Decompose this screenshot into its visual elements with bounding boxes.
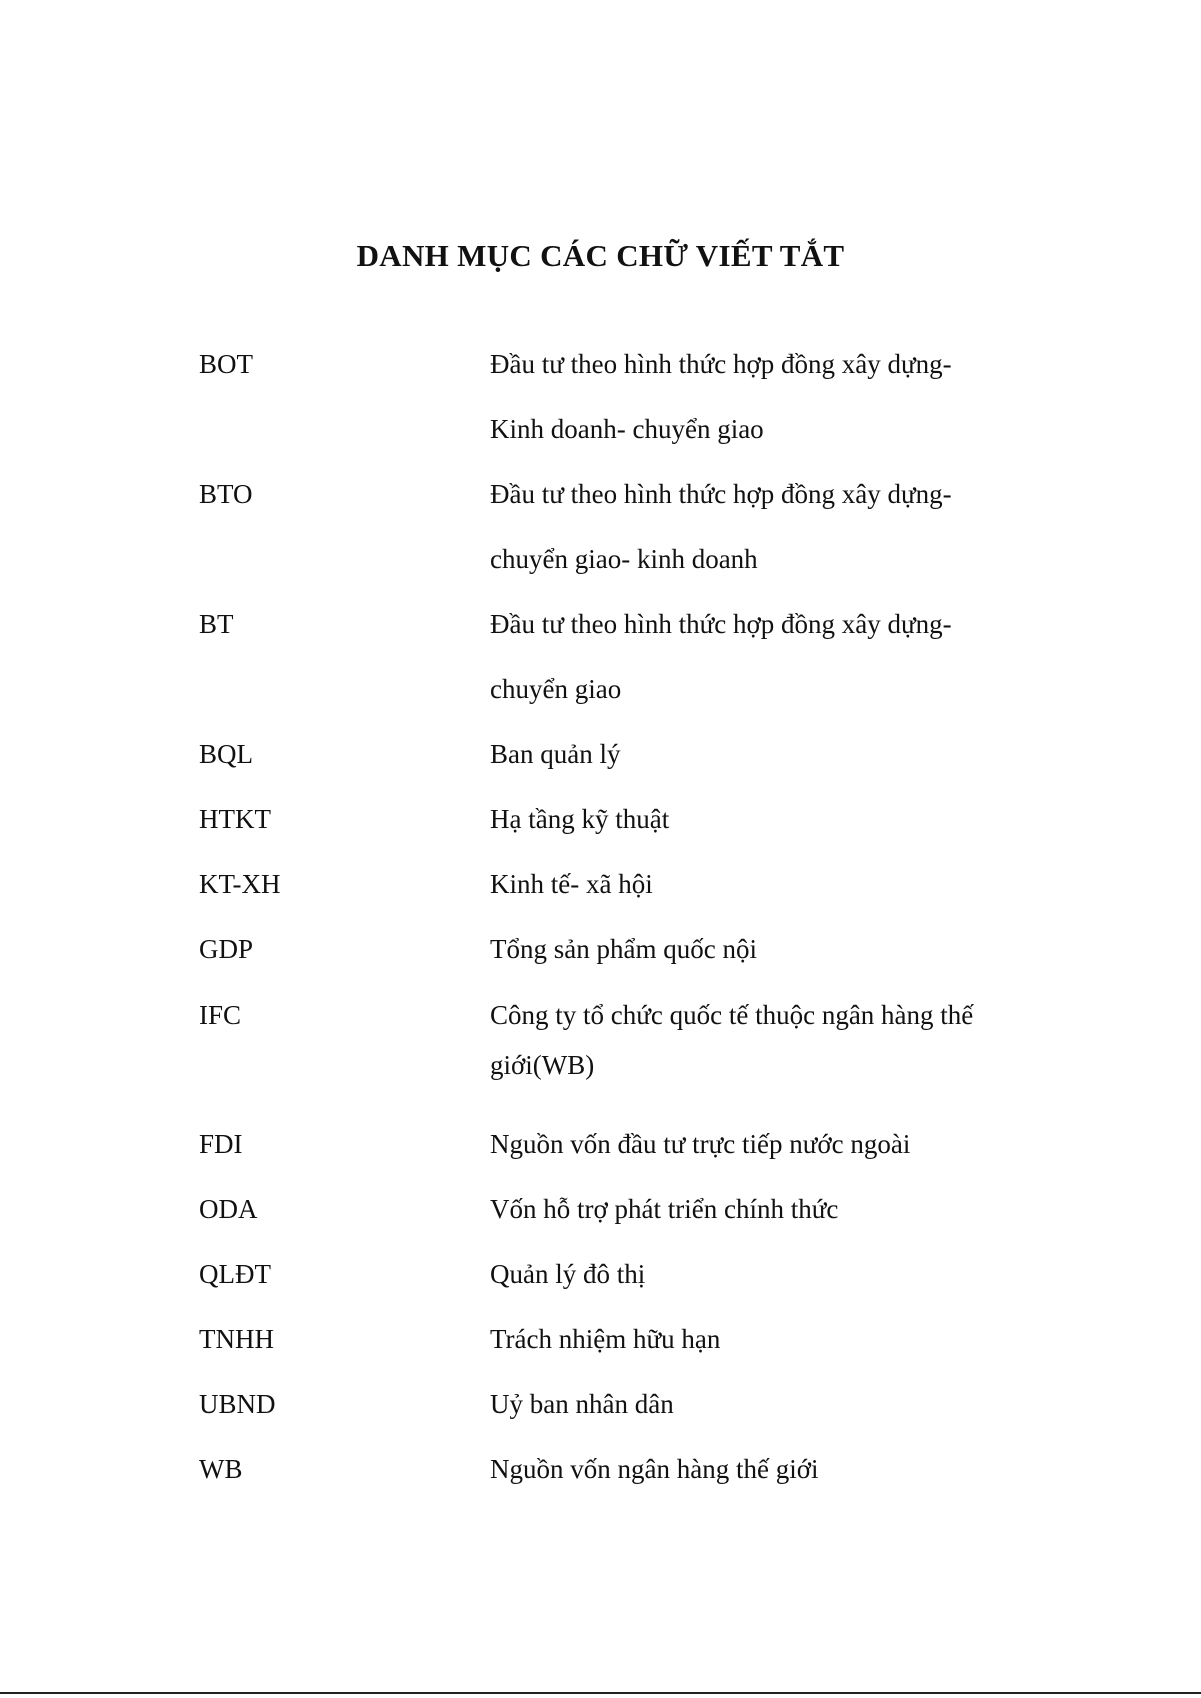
abbreviation-term: QLĐT (199, 1259, 271, 1289)
abbreviation-term: ODA (199, 1194, 258, 1224)
abbreviation-term: BTO (199, 479, 253, 509)
definition-line: Ban quản lý (490, 739, 621, 769)
definition-line: Đầu tư theo hình thức hợp đồng xây dựng- (490, 479, 952, 509)
definition-line: Đầu tư theo hình thức hợp đồng xây dựng- (490, 609, 952, 639)
definition-line: Trách nhiệm hữu hạn (490, 1324, 721, 1354)
abbreviation-entry (199, 852, 1059, 917)
abbreviation-entry (199, 332, 1059, 462)
abbreviation-entry (199, 592, 1059, 722)
definition-line: Kinh doanh- chuyển giao (490, 414, 764, 444)
abbreviation-definition (490, 1372, 1059, 1437)
definition-line: Uỷ ban nhân dân (490, 1389, 674, 1419)
abbreviation-list (199, 332, 1059, 1502)
definition-line: Đầu tư theo hình thức hợp đồng xây dựng- (490, 349, 952, 379)
abbreviation-term: GDP (199, 934, 254, 964)
abbreviation-definition (490, 1307, 1059, 1372)
abbreviation-entry (199, 1372, 1059, 1437)
abbreviation-entry (199, 1437, 1059, 1502)
definition-line: Tổng sản phẩm quốc nội (490, 934, 757, 964)
abbreviation-definition (490, 1437, 1059, 1502)
abbreviation-definition (490, 332, 1059, 462)
abbreviation-term: FDI (199, 1129, 243, 1159)
abbreviation-entry (199, 1177, 1059, 1242)
abbreviation-entry (199, 787, 1059, 852)
definition-line: Kinh tế- xã hội (490, 869, 653, 899)
abbreviation-definition (490, 1112, 1059, 1177)
abbreviation-term: HTKT (199, 804, 271, 834)
abbreviation-term: WB (199, 1454, 243, 1484)
abbreviation-definition (490, 1242, 1059, 1307)
abbreviation-entry (199, 1307, 1059, 1372)
abbreviation-term: TNHH (199, 1324, 274, 1354)
abbreviation-term: IFC (199, 1000, 242, 1030)
definition-line: Quản lý đô thị (490, 1259, 646, 1289)
abbreviation-definition (490, 990, 1059, 1090)
definition-line: chuyển giao (490, 674, 622, 704)
abbreviation-definition (490, 462, 1059, 592)
definition-line: giới(WB) (490, 1050, 595, 1080)
abbreviation-definition (490, 592, 1059, 722)
abbreviation-definition (490, 787, 1059, 852)
abbreviation-term: KT-XH (199, 869, 281, 899)
abbreviation-definition (490, 852, 1059, 917)
definition-line: Nguồn vốn đầu tư trực tiếp nước ngoài (490, 1129, 911, 1159)
abbreviation-term: BQL (199, 739, 253, 769)
abbreviation-definition (490, 722, 1059, 787)
abbreviation-term: UBND (199, 1389, 276, 1419)
definition-line: Hạ tầng kỹ thuật (490, 804, 670, 834)
definition-line: Công ty tổ chức quốc tế thuộc ngân hàng thế (490, 1000, 974, 1030)
abbreviation-entry (199, 722, 1059, 787)
abbreviation-entry (199, 462, 1059, 592)
abbreviation-entry (199, 1242, 1059, 1307)
definition-line: Vốn hỗ trợ phát triển chính thức (490, 1194, 839, 1224)
page-title: DANH MỤC CÁC CHỮ VIẾT TẮT (356, 238, 845, 273)
abbreviation-entry (199, 990, 1059, 1090)
abbreviation-entry (199, 917, 1059, 982)
abbreviation-term: BOT (199, 349, 253, 379)
abbreviation-definition (490, 917, 1059, 982)
definition-line: chuyển giao- kinh doanh (490, 544, 758, 574)
definition-line: Nguồn vốn ngân hàng thế giới (490, 1454, 819, 1484)
abbreviation-definition (490, 1177, 1059, 1242)
abbreviation-term: BT (199, 609, 234, 639)
page-bottom-rule (0, 1692, 1201, 1694)
abbreviation-entry (199, 1112, 1059, 1177)
